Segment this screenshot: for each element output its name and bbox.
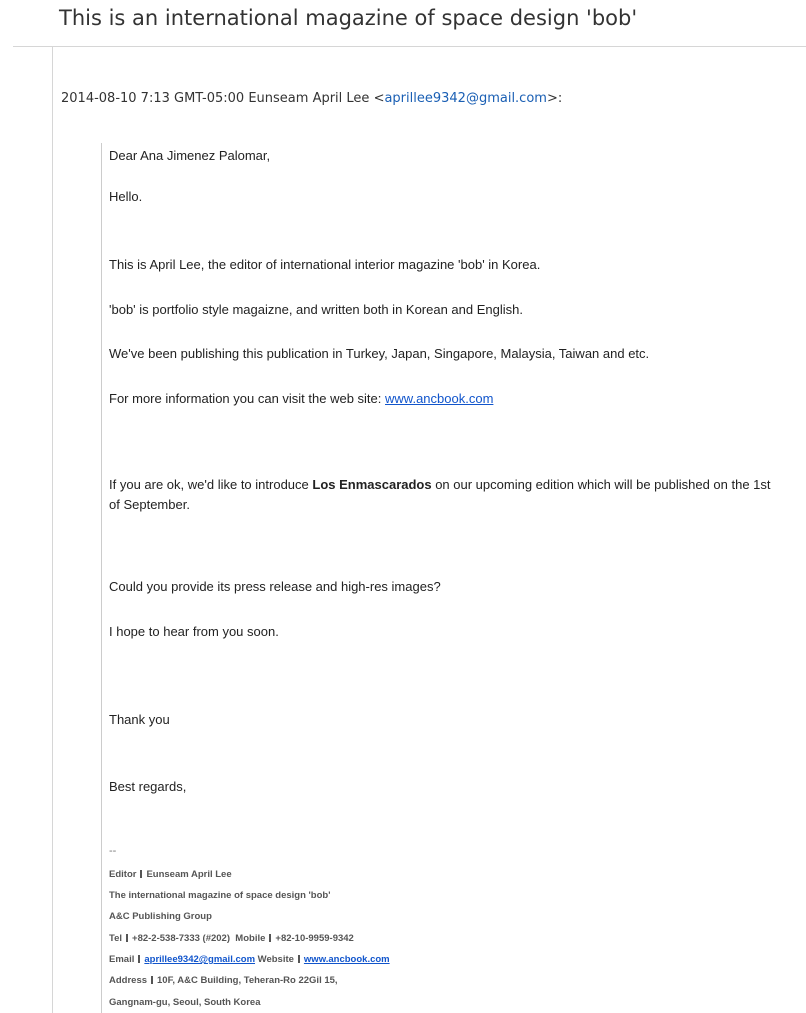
signature-group: A&C Publishing Group [109,911,212,922]
introduce-after: on our upcoming edition which will be published on the 1st of September. [109,477,771,512]
separator-bar [269,934,271,942]
mobile-number: +82-10-9959-9342 [275,933,354,944]
mobile-label: Mobile [235,933,266,944]
hello-line: Hello. [109,189,143,204]
project-name: Los Enmascarados [312,477,432,492]
signature-address [109,975,338,986]
separator-bar [138,955,140,963]
hope-line: I hope to hear from you soon. [109,624,279,639]
address-line-1: 10F, A&C Building, Teheran-Ro 22Gil 15, [157,975,338,986]
message-date: 2014-08-10 7:13 GMT-05:00 [61,91,245,106]
separator-bar [126,934,128,942]
website-link[interactable]: www.ancbook.com [385,391,494,406]
thanks-line: Thank you [109,712,170,727]
editor-label: Editor [109,869,137,880]
more-info-line [109,389,779,409]
sender-name: Eunseam April Lee [248,91,370,106]
thread-line [52,47,53,1013]
publishing-line: We've been publishing this publication in Turkey, Japan, Singapore, Malaysia, Taiwan and etc. [109,346,650,361]
separator-bar [140,870,142,878]
introduce-before: If you are ok, we'd like to introduce [109,477,313,492]
tel-label: Tel [109,933,123,944]
quote-bar [101,143,102,1013]
separator-bar [151,976,153,984]
close-bracket: >: [546,91,563,106]
email-subject: This is an international magazine of space design 'bob' [59,6,638,30]
regards-line: Best regards, [109,779,187,794]
request-line: Could you provide its press release and high-res images? [109,579,441,594]
message-header [61,91,562,106]
greeting: Dear Ana Jimenez Palomar, [109,148,271,163]
signature-magazine: The international magazine of space design 'bob' [109,890,331,901]
intro-line: This is April Lee, the editor of international interior magazine 'bob' in Korea. [109,257,541,272]
subject-divider [13,46,806,47]
sender-email-link[interactable]: aprillee9342@gmail.com [384,91,547,106]
signature-email-link[interactable]: aprillee9342@gmail.com [144,954,256,965]
website-label: Website [257,954,294,965]
signature-website-link[interactable]: www.ancbook.com [303,954,390,965]
editor-name: Eunseam April Lee [146,869,232,880]
signature-editor [109,869,232,880]
signature-phone [109,933,354,944]
more-info-text: For more information you can visit the web site: [109,391,386,406]
address-label: Address [109,975,148,986]
separator-bar [298,955,300,963]
portfolio-line: 'bob' is portfolio style magaizne, and written both in Korean and English. [109,302,523,317]
signature-contact [109,954,390,965]
signature-address-2: Gangnam-gu, Seoul, South Korea [109,997,261,1008]
open-bracket: < [369,91,385,106]
signature-dash: -- [109,845,117,857]
email-label: Email [109,954,135,965]
introduce-line [109,475,779,515]
tel-number: +82-2-538-7333 (#202) [132,933,231,944]
